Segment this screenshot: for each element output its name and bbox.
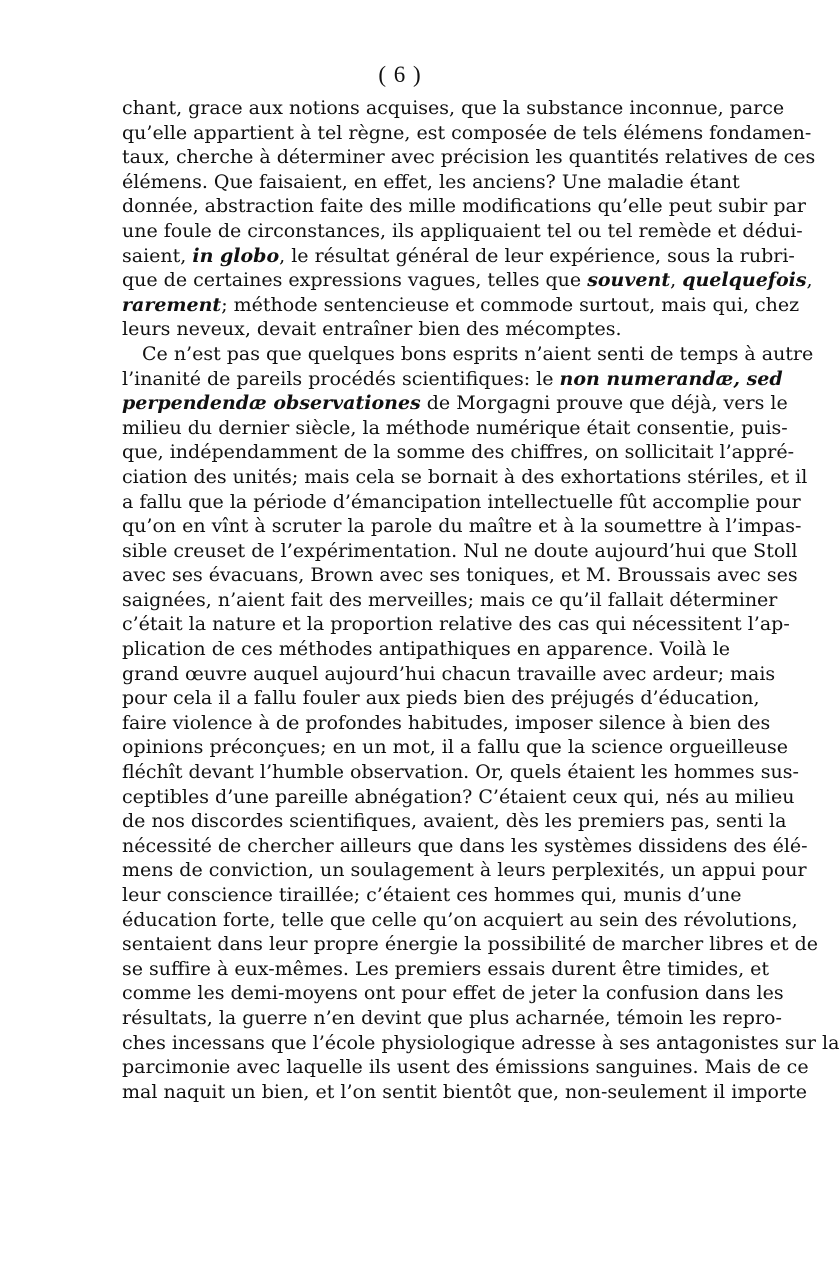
text-line: sentaient dans leur propre énergie la possibilité de marcher libres et de [122, 933, 818, 956]
text-line: faire violence à de profondes habitudes, imposer silence à bien des [122, 711, 771, 734]
text-line: ceptibles d’une pareille abnégation? C’étaient ceux qui, nés au milieu [122, 785, 795, 808]
text-line: milieu du dernier siècle, la méthode numérique était consentie, puis- [122, 416, 788, 439]
page-number: ( 6 ) [378, 62, 422, 87]
text-line: mal naquit un bien, et l’on sentit bientôt que, non-seulement il importe [122, 1080, 807, 1103]
text-line: de nos discordes scientifiques, avaient, dès les premiers pas, senti la [122, 810, 787, 833]
text-line: que de certaines expressions vagues, telles que souvent, quelquefois, [122, 269, 813, 292]
text-line: éducation forte, telle que celle qu’on acquiert au sein des révolutions, [122, 908, 798, 931]
text-line: ciation des unités; mais cela se bornait à des exhortations stériles, et il [122, 465, 808, 488]
text-line: leur conscience tiraillée; c’étaient ces hommes qui, munis d’une [122, 884, 742, 906]
text-line: élémens. Que faisaient, en effet, les anciens? Une maladie étant [122, 170, 740, 193]
text-line: résultats, la guerre n’en devint que plus acharnée, témoin les repro- [122, 1006, 782, 1029]
text-line: une foule de circonstances, ils appliquaient tel ou tel remède et dédui- [122, 219, 803, 242]
text-line: l’inanité de pareils procédés scientifiques: le non numerandæ, sed [122, 367, 783, 390]
text-line: sible creuset de l’expérimentation. Nul ne doute aujourd’hui que Stoll [122, 539, 798, 562]
text-line: mens de conviction, un soulagement à leurs perplexités, un appui pour [122, 859, 807, 882]
text-line: que, indépendamment de la somme des chiffres, on sollicitait l’appré- [122, 441, 795, 464]
text-line: chant, grace aux notions acquises, que la substance inconnue, parce [122, 97, 785, 119]
text-line: Ce n’est pas que quelques bons esprits n’aient senti de temps à autre [142, 342, 814, 365]
text-line: qu’on en vînt à scruter la parole du maître et à la soumettre à l’impas- [122, 515, 802, 538]
text-line: donnée, abstraction faite des mille modifications qu’elle peut subir par [122, 195, 806, 218]
text-line: plication de ces méthodes antipathiques en apparence. Voilà le [122, 638, 731, 661]
body-text [122, 96, 839, 1104]
text-line: a fallu que la période d’émancipation intellectuelle fût accomplie pour [122, 490, 801, 513]
text-line: saignées, n’aient fait des merveilles; mais ce qu’il fallait déterminer [122, 588, 778, 611]
text-line: leurs neveux, devait entraîner bien des mécomptes. [122, 318, 622, 341]
text-line: opinions préconçues; en un mot, il a fallu que la science orgueilleuse [122, 736, 789, 759]
text-line: rarement; méthode sentencieuse et commode surtout, mais qui, chez [122, 293, 800, 316]
text-line: saient, in globo, le résultat général de leur expérience, sous la rubri- [122, 244, 795, 267]
text-line: comme les demi-moyens ont pour effet de jeter la confusion dans les [122, 982, 784, 1005]
text-line: fléchît devant l’humble observation. Or, quels étaient les hommes sus- [122, 761, 799, 784]
text-line: qu’elle appartient à tel règne, est composée de tels élémens fondamen- [122, 121, 812, 144]
text-line: c’était la nature et la proportion relative des cas qui nécessitent l’ap- [122, 613, 790, 636]
text-line: taux, cherche à déterminer avec précision les quantités relatives de ces [122, 146, 816, 169]
text-line: nécessité de chercher ailleurs que dans les systèmes dissidens des élé- [122, 834, 808, 857]
text-line: pour cela il a fallu fouler aux pieds bien des préjugés d’éducation, [122, 687, 760, 710]
text-line: parcimonie avec laquelle ils usent des émissions sanguines. Mais de ce [122, 1056, 809, 1079]
text-line: grand œuvre auquel aujourd’hui chacun travaille avec ardeur; mais [122, 662, 776, 685]
text-line: se suffire à eux-mêmes. Les premiers essais durent être timides, et [122, 957, 770, 980]
text-line: ches incessans que l’école physiologique adresse à ses antagonistes sur la [122, 1031, 839, 1054]
text-line: perpendendæ observationes de Morgagni prouve que déjà, vers le [122, 392, 788, 415]
text-line: avec ses évacuans, Brown avec ses toniques, et M. Broussais avec ses [122, 564, 798, 587]
